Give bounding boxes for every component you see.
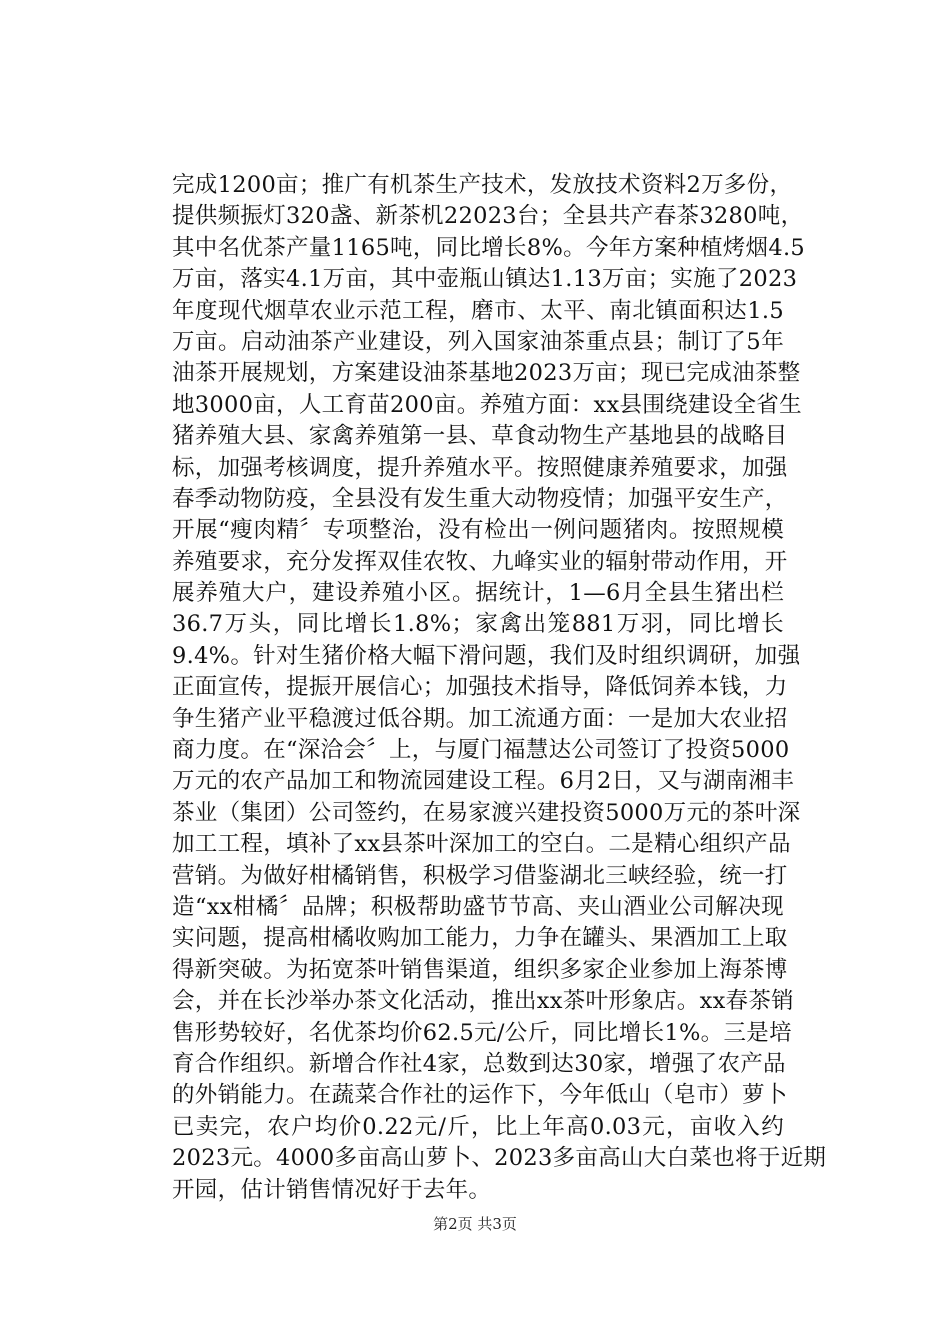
text-line: 春季动物防疫，全县没有发生重大动物疫情；加强平安生产， <box>172 485 788 512</box>
text-line: 万元的农产品加工和物流园建设工程。6月2日，又与湖南湘丰 <box>172 768 795 795</box>
text-line: 万亩。启动油茶产业建设，列入国家油茶重点县；制订了5年 <box>172 328 784 355</box>
text-line: 会，并在长沙举办茶文化活动，推出xx茶叶形象店。xx春茶销 <box>172 988 794 1015</box>
text-line: 开园，估计销售情况好于去年。 <box>172 1176 492 1203</box>
text-line: 9.4%。针对生猪价格大幅下滑问题，我们及时组织调研，加强 <box>172 642 801 669</box>
text-line: 营销。为做好柑橘销售，积极学习借鉴湖北三峡经验，统一打 <box>172 862 788 889</box>
text-line: 36.7万头，同比增长1.8%；家禽出笼881万羽，同比增长 <box>172 611 784 638</box>
text-line: 猪养殖大县、家禽养殖第一县、草食动物生产基地县的战略目 <box>172 423 788 450</box>
text-line: 已卖完，农户均价0.22元/斤，比上年高0.03元，亩收入约 <box>172 1113 784 1140</box>
text-line: 争生猪产业平稳渡过低谷期。加工流通方面：一是加大农业招 <box>172 705 788 732</box>
text-line: 开展“瘦肉精〞专项整治，没有检出一例问题猪肉。按照规模 <box>172 517 784 544</box>
text-line: 标，加强考核调度，提升养殖水平。按照健康养殖要求，加强 <box>172 454 788 481</box>
text-line: 茶业（集团）公司签约，在易家渡兴建投资5000万元的茶叶深 <box>172 799 801 826</box>
text-line: 地3000亩，人工育苗200亩。养殖方面：xx县围绕建设全省生 <box>172 391 802 418</box>
text-line: 提供频振灯320盏、新茶机22023台；全县共产春茶3280吨， <box>172 203 804 230</box>
body-text <box>172 170 827 1206</box>
text-line: 售形势较好，名优茶均价62.5元/公斤，同比增长1%。三是培 <box>172 1019 792 1046</box>
text-line: 展养殖大户，建设养殖小区。据统计，1—6月全县生猪出栏 <box>172 580 784 607</box>
text-line: 得新突破。为拓宽茶叶销售渠道，组织多家企业参加上海茶博 <box>172 956 788 983</box>
text-line: 年度现代烟草农业示范工程，磨市、太平、南北镇面积达1.5 <box>172 297 784 324</box>
text-line: 油茶开展规划，方案建设油茶基地2023万亩；现已完成油茶整 <box>172 360 801 387</box>
text-line: 的外销能力。在蔬菜合作社的运作下，今年低山（皂市）萝卜 <box>172 1082 788 1109</box>
page-footer: 第2页 共3页 <box>433 1215 517 1233</box>
text-line: 2023元。4000多亩高山萝卜、2023多亩高山大白菜也将于近期 <box>172 1145 827 1172</box>
text-line: 实问题，提高柑橘收购加工能力，力争在罐头、果酒加工上取 <box>172 925 788 952</box>
text-line: 加工工程，填补了xx县茶叶深加工的空白。二是精心组织产品 <box>172 831 791 858</box>
text-line: 造“xx柑橘〞品牌；积极帮助盛节节高、夹山酒业公司解决现 <box>172 893 784 920</box>
text-line: 养殖要求，充分发挥双佳农牧、九峰实业的辐射带动作用，开 <box>172 548 788 575</box>
text-line: 商力度。在“深洽会〞上，与厦门福慧达公司签订了投资5000 <box>172 737 790 764</box>
text-line: 完成1200亩；推广有机茶生产技术，发放技术资料2万多份， <box>172 172 793 198</box>
text-line: 万亩，落实4.1万亩，其中壶瓶山镇达1.13万亩；实施了2023 <box>172 266 798 293</box>
text-line: 育合作组织。新增合作社4家，总数到达30家，增强了农产品 <box>172 1050 786 1077</box>
text-line: 其中名优茶产量1165吨，同比增长8%。今年方案种植烤烟4.5 <box>172 234 806 261</box>
text-line: 正面宣传，提振开展信心；加强技术指导，降低饲养本钱，力 <box>172 674 788 701</box>
